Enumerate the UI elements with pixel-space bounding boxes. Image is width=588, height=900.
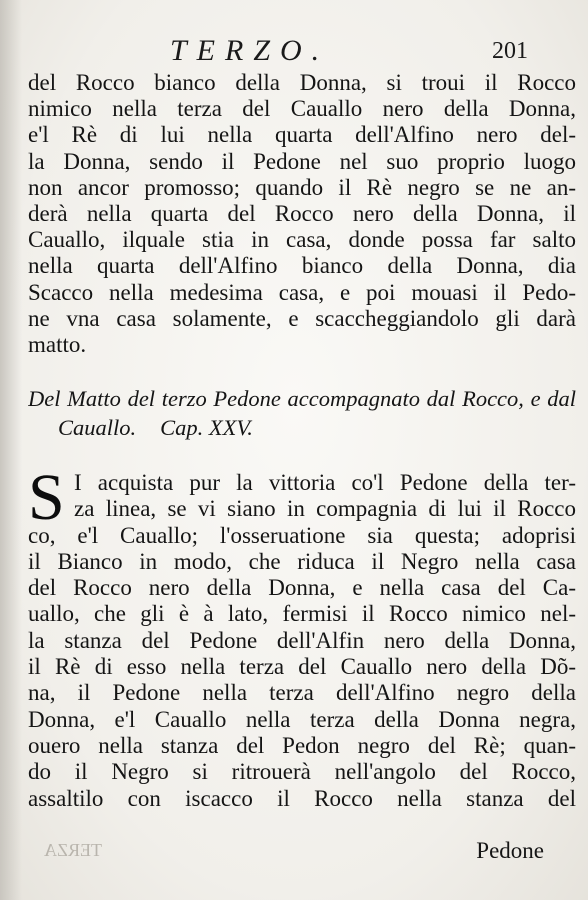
text-line: il Rè di esso nella terza del Cauallo nero della Dõ- [28,654,576,680]
text-line: assaltilo con iscacco il Rocco nella stanza del [28,785,576,811]
text-line: ouero nella stanza del Pedon negro del Rè; quan- [28,732,576,758]
text-line: za linea, se vi siano in compagnia di lui il Rocco [74,496,576,522]
text-line: la Donna, sendo il Pedone nel suo proprio luogo [28,148,576,174]
page-header [0,34,588,68]
text-line: del Rocco bianco della Donna, si troui il Rocco [28,70,576,95]
paragraph-2 [28,461,576,812]
text-line: ne vna casa solamente, e scaccheggiandolo gli darà [28,305,576,331]
paragraph-1 [28,70,576,358]
text-line: I acquista pur la vittoria co'l Pedone della ter- [74,470,576,495]
page-footer [0,838,588,868]
text-line: Scacco nella medesima casa, e poi mouasi il Pedo- [28,279,576,305]
text-line: co, e'l Cauallo; l'osseruatione sia questa; adoprisi [28,522,576,548]
page-number: 201 [492,38,528,64]
text-line: Donna, e'l Cauallo nella terza della Donna negra, [28,706,576,732]
text-line: nimico nella terza del Cauallo nero della Donna, [28,96,576,122]
drop-cap: S [28,461,65,534]
gutter-shadow [0,0,22,900]
text-line: il Bianco in modo, che riduca il Negro nella casa [28,548,576,574]
running-head: TERZO. [170,34,330,67]
text-line: e'l Rè di lui nella quarta dell'Alfino nero del- [28,122,576,148]
text-line: del Rocco nero della Donna, e nella casa del Ca- [28,575,576,601]
text-line: Cauallo, ilquale stia in casa, donde possa far salto [28,227,576,253]
bleed-through-text: TERZA [44,840,102,860]
chapter-heading [28,384,576,442]
chapter-title-line: Del Matto del terzo Pedone accompagnato dal Rocco, e dal [28,386,576,411]
text-line: do il Negro si ritrouerà nell'angolo del Rocco, [28,759,576,785]
text-line: nella quarta dell'Alfino bianco della Donna, dia [28,253,576,279]
text-line: matto. [28,331,87,357]
text-line: derà nella quarta del Rocco nero della Donna, il [28,200,576,226]
text-line: uallo, che gli è à lato, fermisi il Rocco nimico nel- [28,601,576,627]
catchword: Pedone [476,838,544,863]
chapter-title-end: Cauallo. [58,415,137,440]
chapter-title-line-2 [28,413,576,442]
text-line: la stanza del Pedone dell'Alfin nero della Donna, [28,627,576,653]
text-line: non ancor promosso; quando il Rè negro se ne an- [28,174,576,200]
text-line: na, il Pedone nella terza dell'Alfino negro della [28,680,576,706]
chapter-number: Cap. XXV. [160,415,253,440]
